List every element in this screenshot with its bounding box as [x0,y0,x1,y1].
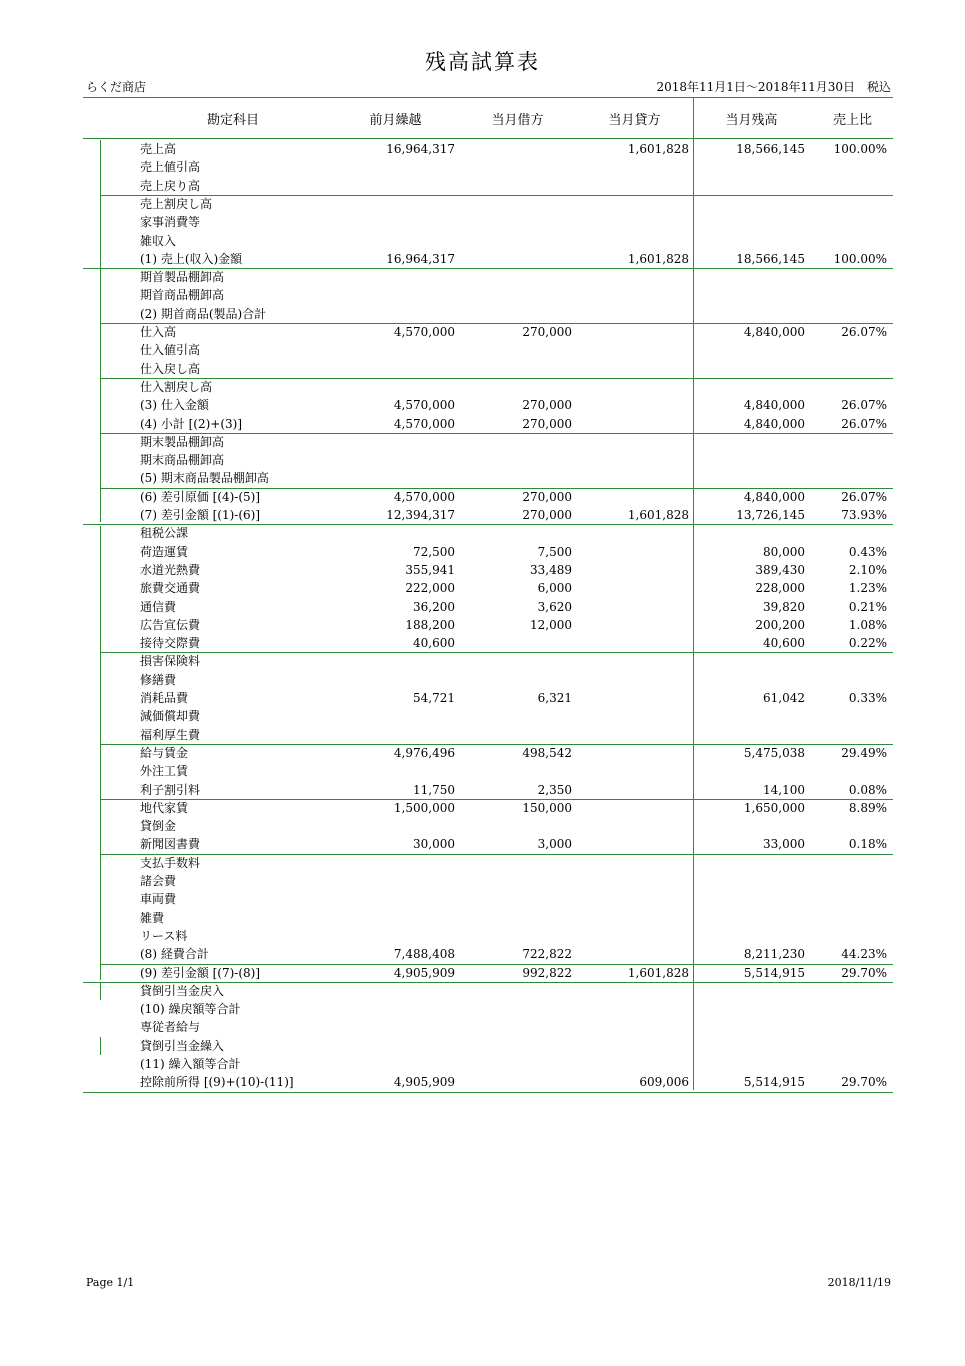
account-name-cell: 期末製品棚卸高 [140,434,225,449]
group-divider [100,964,893,965]
table-row [83,488,893,506]
balance-cell: 18,566,145 [736,251,805,266]
account-name-cell: 期末商品棚卸高 [140,453,225,468]
table-row [83,598,893,616]
sales-ratio-cell: 29.49% [841,745,887,760]
account-name-cell: 損害保険料 [140,654,201,669]
debit-cell: 6,000 [537,581,572,596]
debit-cell: 992,822 [522,965,572,980]
debit-cell: 12,000 [530,617,572,632]
page-number: Page 1/1 [86,1276,135,1289]
prev-balance-cell: 4,570,000 [393,325,455,339]
account-name-cell: (9) 差引金額 [(7)-(8)] [140,965,261,980]
table-row [83,817,893,835]
prev-balance-cell: 36,200 [413,599,455,614]
balance-cell: 13,726,145 [736,508,805,522]
prev-balance-cell: 40,600 [413,636,455,651]
table-row [83,341,893,359]
account-name-cell: (5) 期末商品製品棚卸高 [140,471,269,486]
sales-ratio-cell: 0.08% [848,782,887,797]
table-row [83,1037,893,1055]
sales-ratio-cell: 0.22% [848,636,887,651]
balance-cell: 33,000 [763,837,805,852]
balance-cell: 14,100 [763,782,805,797]
left-indent-line [100,982,101,1000]
table-row [83,232,893,250]
account-name-cell: (7) 差引金額 [(1)-(6)] [140,508,261,522]
sales-ratio-cell: 0.43% [848,544,887,559]
sales-ratio-cell: 8.89% [848,800,887,815]
group-divider [100,378,893,379]
table-row [83,854,893,872]
table-row [83,945,893,963]
prev-balance-cell: 222,000 [405,581,455,596]
table-row [83,1055,893,1073]
balance-cell: 4,840,000 [743,325,805,339]
header-account: 勘定科目 [206,113,259,128]
trial-balance-table [83,97,893,1097]
table-row [83,579,893,597]
credit-cell: 609,006 [639,1075,689,1090]
section-divider [83,524,893,525]
balance-column-line [693,97,694,1090]
left-indent-line [100,1037,101,1055]
account-name-cell: 新聞図書費 [140,837,201,852]
report-title: 残高試算表 [425,50,540,74]
table-row [83,396,893,414]
table-row [83,689,893,707]
sales-ratio-cell: 73.93% [841,508,887,522]
prev-balance-cell: 54,721 [413,691,455,705]
table-row [83,707,893,725]
prev-balance-cell: 7,488,408 [393,947,455,962]
balance-cell: 40,600 [763,636,805,651]
balance-cell: 39,820 [763,599,805,614]
table-row [83,286,893,304]
prev-balance-cell: 1,500,000 [393,800,455,815]
debit-cell: 150,000 [522,800,572,815]
credit-cell: 1,601,828 [627,965,689,980]
account-name-cell: 消耗品費 [140,691,189,705]
account-name-cell: (11) 繰入額等合計 [140,1057,241,1071]
sales-ratio-cell: 29.70% [841,1075,887,1090]
header-bottom-line [83,138,893,139]
credit-cell: 1,601,828 [627,508,689,522]
table-row [83,250,893,268]
account-name-cell: 地代家賃 [140,800,189,815]
debit-cell: 3,620 [537,599,572,614]
sales-ratio-cell: 26.07% [841,398,887,413]
section-divider [83,268,893,269]
prev-balance-cell: 72,500 [413,544,455,559]
sales-ratio-cell: 44.23% [841,947,887,962]
prev-balance-cell: 30,000 [413,837,455,852]
credit-cell: 1,601,828 [627,142,689,156]
balance-cell: 1,650,000 [743,800,805,815]
balance-cell: 4,840,000 [743,398,805,413]
account-name-cell: 貸倒金 [140,819,177,834]
table-row [83,982,893,1000]
header-top-line [83,97,893,98]
table-row [83,762,893,780]
company-name: らくだ商店 [86,80,147,94]
group-divider [100,744,893,745]
group-divider [100,652,893,653]
table-row [83,964,893,982]
account-name-cell: 荷造運賃 [140,544,189,559]
account-name-cell: 減価償却費 [140,709,201,724]
account-name-cell: 車両費 [140,892,177,907]
account-name-cell: 売上値引高 [140,160,201,175]
prev-balance-cell: 4,570,000 [393,416,455,431]
account-name-cell: 仕入戻し高 [140,361,201,376]
print-date: 2018/11/19 [827,1276,891,1289]
debit-cell: 2,350 [537,782,572,797]
table-row [83,506,893,524]
account-name-cell: 福利厚生費 [140,727,201,742]
prev-balance-cell: 4,976,496 [393,745,455,760]
balance-cell: 5,514,915 [743,1075,805,1090]
account-name-cell: 家事消費等 [140,215,201,230]
table-row [83,909,893,927]
balance-cell: 200,200 [755,617,805,632]
table-row [83,835,893,853]
debit-cell: 3,000 [537,837,572,852]
sales-ratio-cell: 26.07% [841,489,887,504]
table-row [83,415,893,433]
balance-cell: 61,042 [763,691,805,705]
sales-ratio-cell: 0.21% [848,599,887,614]
account-name-cell: 仕入高 [140,325,177,339]
header-credit: 当月貸方 [608,113,661,128]
table-row [83,652,893,670]
table-row [83,671,893,689]
account-name-cell: 控除前所得 [(9)+(10)-(11)] [140,1075,294,1090]
prev-balance-cell: 4,570,000 [393,489,455,504]
prev-balance-cell: 12,394,317 [386,508,455,522]
group-divider [100,323,893,324]
account-name-cell: (3) 仕入金額 [140,398,209,413]
account-name-cell: 売上戻り高 [140,178,201,193]
account-name-cell: 期首商品棚卸高 [140,288,225,303]
account-name-cell: 広告宣伝費 [140,617,201,632]
table-row [83,378,893,396]
account-name-cell: 接待交際費 [140,636,201,651]
sales-ratio-cell: 0.18% [848,837,887,852]
table-row [83,213,893,231]
debit-cell: 498,542 [522,745,572,760]
table-row [83,781,893,799]
table-row [83,469,893,487]
table-row [83,890,893,908]
left-indent-line [100,140,101,522]
group-divider [100,433,893,434]
group-divider [100,195,893,196]
debit-cell: 270,000 [522,416,572,431]
prev-balance-cell: 16,964,317 [386,251,455,266]
account-name-cell: (8) 経費合計 [140,947,209,962]
debit-cell: 270,000 [522,325,572,339]
table-row [83,1000,893,1018]
credit-cell: 1,601,828 [627,251,689,266]
account-name-cell: (4) 小計 [(2)+(3)] [140,416,243,431]
table-row [83,1018,893,1036]
sales-ratio-cell: 1.08% [848,617,887,632]
balance-cell: 389,430 [755,562,805,577]
sales-ratio-cell: 26.07% [841,416,887,431]
table-row [83,927,893,945]
account-name-cell: 仕入割戻し高 [140,379,213,394]
debit-cell: 7,500 [537,544,572,559]
account-name-cell: 雑収入 [140,233,177,248]
table-row [83,524,893,542]
sales-ratio-cell: 29.70% [841,965,887,980]
sales-ratio-cell: 1.23% [848,581,887,596]
account-name-cell: 旅費交通費 [140,581,201,596]
group-divider [100,854,893,855]
table-row [83,799,893,817]
header-balance: 当月残高 [725,113,778,128]
debit-cell: 722,822 [522,947,572,962]
balance-cell: 8,211,230 [743,947,805,962]
account-name-cell: 売上高 [140,142,177,156]
table-row [83,616,893,634]
account-name-cell: 水道光熱費 [140,562,201,577]
sales-ratio-cell: 100.00% [833,251,887,266]
account-name-cell: 諸会費 [140,874,177,888]
account-name-cell: 修繕費 [140,672,177,687]
account-name-cell: 仕入値引高 [140,343,201,358]
table-row [83,451,893,469]
prev-balance-cell: 4,570,000 [393,398,455,413]
account-name-cell: 利子割引料 [140,782,201,797]
account-name-cell: (1) 売上(収入)金額 [140,251,243,266]
prev-balance-cell: 188,200 [405,617,455,632]
balance-cell: 5,514,915 [743,965,805,980]
group-divider [100,488,893,489]
table-row [83,433,893,451]
table-row [83,744,893,762]
balance-cell: 4,840,000 [743,489,805,504]
prev-balance-cell: 11,750 [413,782,455,797]
balance-cell: 4,840,000 [743,416,805,431]
table-bottom-line [83,1092,893,1093]
balance-cell: 80,000 [763,544,805,559]
sales-ratio-cell: 100.00% [833,142,887,156]
balance-cell: 228,000 [755,581,805,596]
sales-ratio-cell: 26.07% [841,325,887,339]
table-row [83,268,893,286]
table-row [83,323,893,341]
account-name-cell: 租税公課 [140,526,189,541]
prev-balance-cell: 16,964,317 [386,142,455,156]
table-row [83,634,893,652]
sales-ratio-cell: 2.10% [848,562,887,577]
debit-cell: 270,000 [522,489,572,504]
table-row [83,561,893,579]
prev-balance-cell: 4,905,909 [393,965,455,980]
account-name-cell: 期首製品棚卸高 [140,270,225,285]
account-name-cell: リース料 [140,928,188,943]
debit-cell: 6,321 [537,691,572,705]
table-row [83,872,893,890]
table-row [83,195,893,213]
table-row [83,177,893,195]
account-name-cell: 専従者給与 [140,1020,201,1035]
table-row [83,543,893,561]
balance-cell: 5,475,038 [743,745,805,760]
account-name-cell: 通信費 [140,599,177,614]
debit-cell: 270,000 [522,508,572,522]
table-row [83,726,893,744]
group-divider [100,799,893,800]
report-period: 2018年11月1日～2018年11月30日 税込 [656,80,891,94]
balance-cell: 18,566,145 [736,142,805,156]
account-name-cell: 給与賃金 [140,745,189,760]
account-name-cell: 支払手数料 [140,855,201,870]
account-name-cell: (10) 繰戻額等合計 [140,1002,241,1017]
table-row [83,140,893,158]
header-debit: 当月借方 [491,113,544,128]
account-name-cell: 売上割戻し高 [140,196,213,211]
account-name-cell: 貸倒引当金繰入 [140,1038,225,1053]
account-name-cell: (2) 期首商品(製品)合計 [140,306,267,321]
prev-balance-cell: 355,941 [405,562,455,577]
table-row [83,305,893,323]
sales-ratio-cell: 0.33% [848,691,887,705]
account-name-cell: 外注工賃 [140,764,189,779]
table-row [83,360,893,378]
left-indent-line [100,526,101,980]
debit-cell: 270,000 [522,398,572,413]
table-row [83,158,893,176]
section-divider [83,982,893,983]
account-name-cell: (6) 差引原価 [(4)-(5)] [140,489,261,504]
debit-cell: 33,489 [530,562,572,577]
account-name-cell: 貸倒引当金戻入 [140,983,225,998]
header-sales-ratio: 売上比 [832,113,872,128]
prev-balance-cell: 4,905,909 [393,1075,455,1090]
account-name-cell: 雑費 [140,910,165,925]
header-prev-balance: 前月繰越 [369,113,422,128]
table-row [83,1073,893,1091]
